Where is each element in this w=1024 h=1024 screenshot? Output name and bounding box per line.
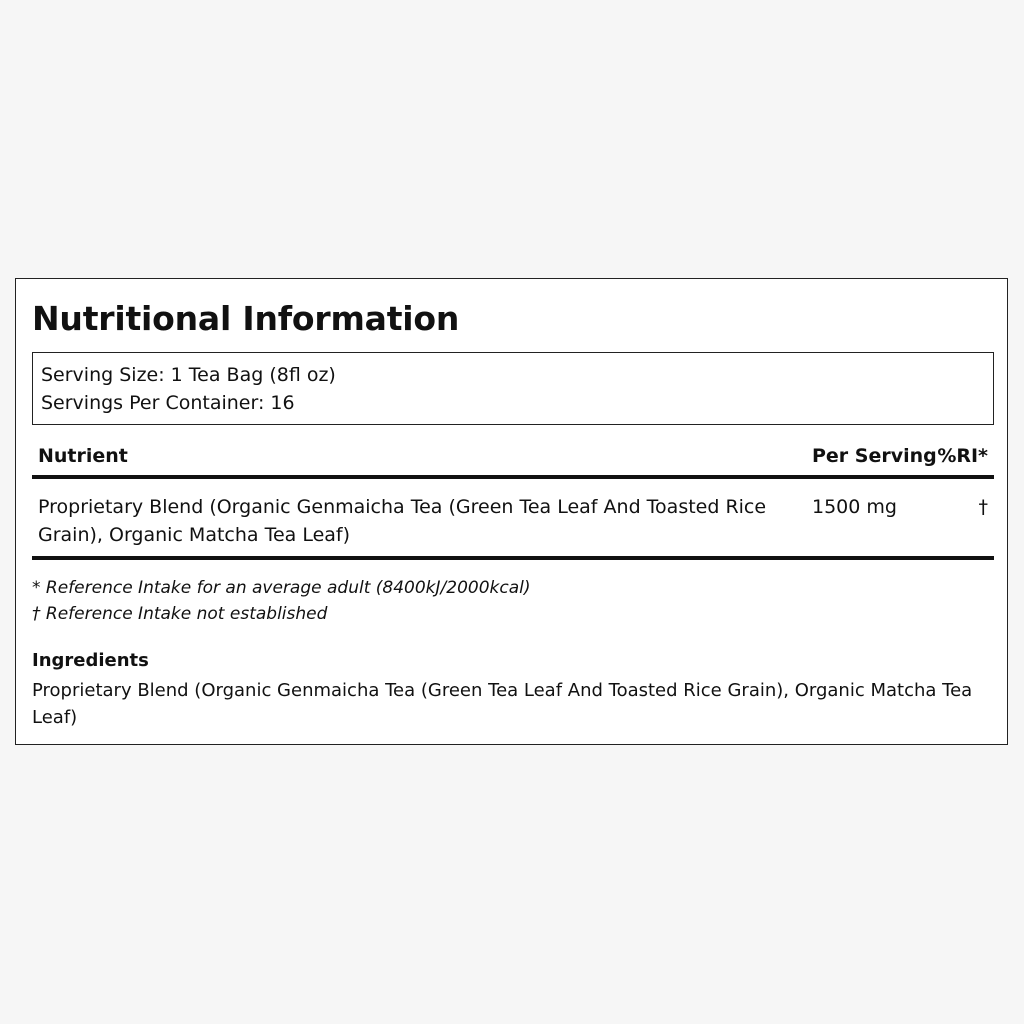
row-per-serving: 1500 mg	[812, 496, 897, 518]
ingredients-title: Ingredients	[32, 650, 149, 671]
servings-per-container: Servings Per Container: 16	[41, 392, 295, 414]
serving-size: Serving Size: 1 Tea Bag (8fl oz)	[41, 364, 336, 386]
row-ri: †	[978, 496, 988, 518]
footnote-not-established: † Reference Intake not established	[32, 604, 328, 624]
footnotes	[32, 575, 531, 627]
nutrient-table	[32, 437, 994, 560]
header-nutrient: Nutrient	[38, 445, 128, 467]
table-row	[32, 479, 994, 560]
nutrient-table-header	[32, 437, 994, 479]
footnote-reference-intake: * Reference Intake for an average adult (8400kJ/2000kcal)	[32, 578, 531, 598]
ingredients-text: Proprietary Blend (Organic Genmaicha Tea (Green Tea Leaf And Toasted Rice Grain), Organic Matcha Tea Leaf)	[32, 680, 973, 728]
serving-info-box	[32, 352, 994, 425]
header-ri: %RI*	[937, 445, 988, 467]
row-nutrient: Proprietary Blend (Organic Genmaicha Tea (Green Tea Leaf And Toasted Rice Grain), Organic Matcha Tea Leaf)	[38, 496, 767, 546]
nutrition-label-panel	[15, 278, 1008, 745]
header-per-serving: Per Serving	[812, 445, 937, 467]
label-title: Nutritional Information	[32, 299, 460, 338]
